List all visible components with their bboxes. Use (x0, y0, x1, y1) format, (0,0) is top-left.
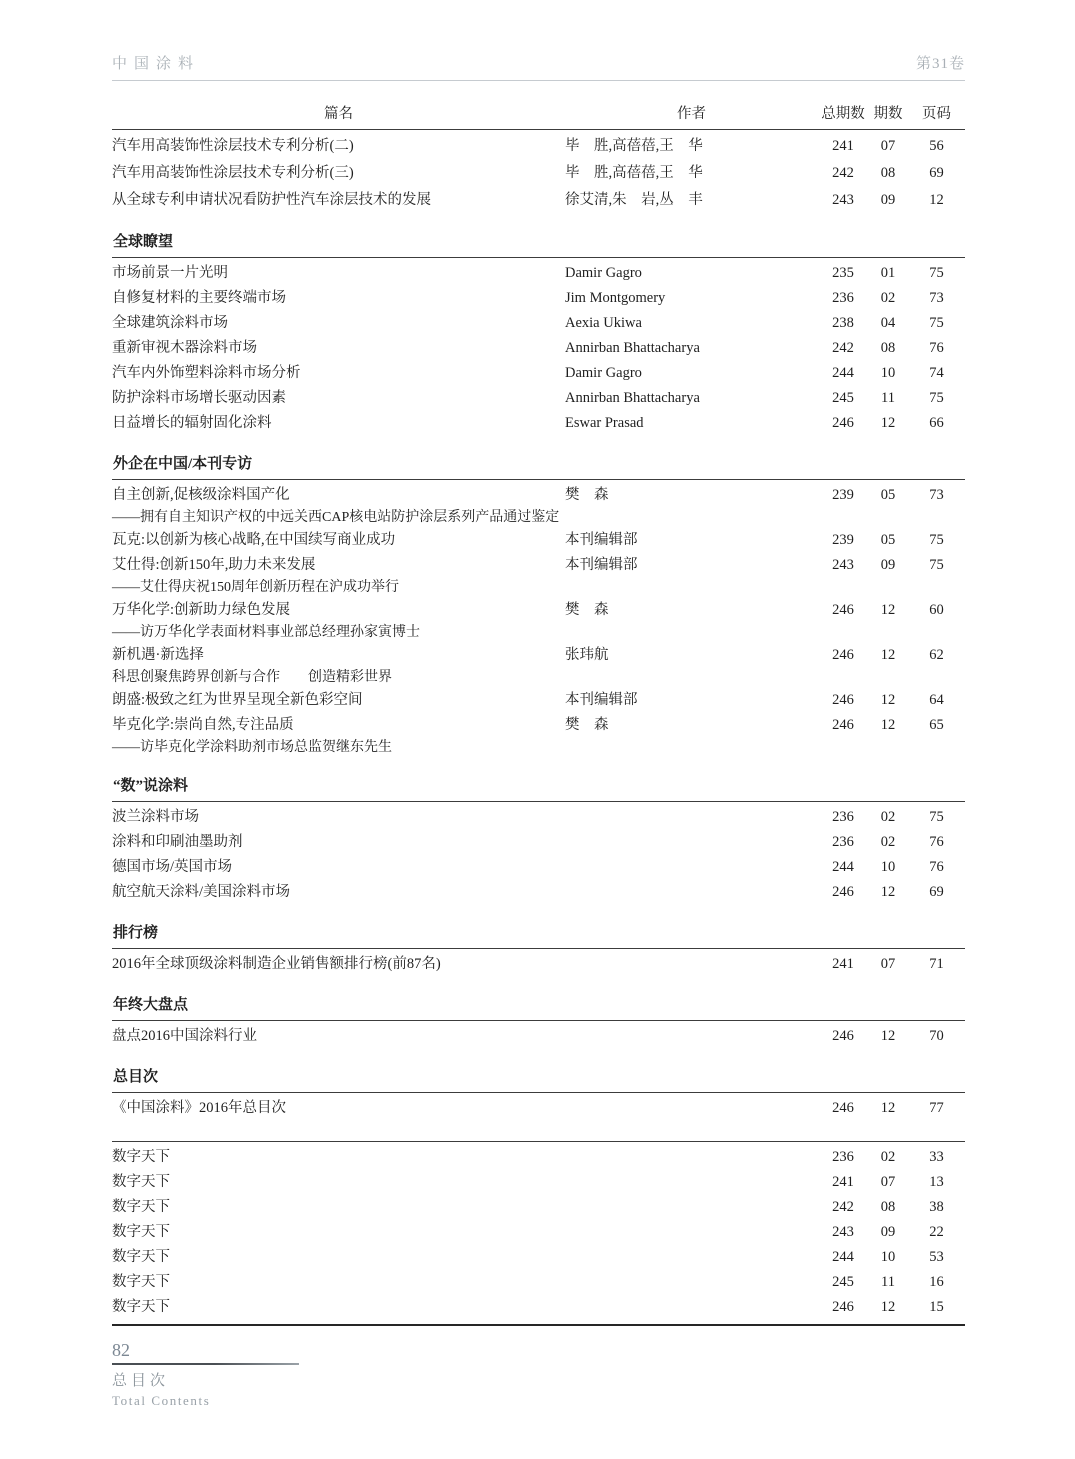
toc-section (112, 925, 965, 977)
toc-row (112, 643, 965, 668)
row-issue: 12 (880, 692, 896, 708)
row-page: 75 (929, 557, 944, 573)
row-issue: 09 (880, 1224, 896, 1240)
row-author: 樊 森 (565, 602, 609, 618)
row-title: 汽车用高装饰性涂层技术专利分析(三) (112, 165, 354, 181)
row-author: 樊 森 (565, 717, 609, 733)
row-author: 毕 胜,高蓓蓓,王 华 (565, 138, 703, 154)
row-issue: 02 (880, 290, 896, 306)
row-author: Jim Montgomery (565, 290, 666, 306)
row-title: 数字天下 (112, 1299, 170, 1315)
toc-row (112, 286, 965, 311)
toc-section (112, 456, 965, 758)
row-page: 33 (929, 1149, 944, 1165)
journal-title: 中国涂料 (112, 56, 201, 72)
toc-section (112, 997, 965, 1049)
row-title: 汽车内外饰塑料涂料市场分析 (112, 365, 301, 381)
toc-section (112, 130, 965, 214)
row-issue: 02 (880, 834, 896, 850)
toc-row (112, 386, 965, 411)
section-heading: 总目次 (112, 1069, 965, 1093)
row-title: 涂料和印刷油墨助剂 (112, 834, 243, 850)
toc-row (112, 598, 965, 623)
row-total-issue: 246 (832, 1299, 854, 1315)
table-column-header (112, 105, 965, 130)
section-heading: 全球瞭望 (112, 234, 965, 258)
row-author: Annirban Bhattacharya (565, 390, 700, 406)
section-heading: “数”说涂料 (112, 778, 965, 802)
row-title: 新机遇·新选择 (112, 647, 204, 663)
section-rows (112, 480, 965, 758)
row-issue: 10 (880, 1249, 896, 1265)
row-title: 日益增长的辐射固化涂料 (112, 415, 272, 431)
row-author: Damir Gagro (565, 265, 642, 281)
toc-row (112, 187, 965, 214)
section-rows (112, 949, 965, 977)
row-page: 15 (929, 1299, 944, 1315)
toc-row (112, 1220, 965, 1245)
toc-section (112, 778, 965, 905)
row-total-issue: 243 (832, 557, 854, 573)
row-total-issue: 244 (832, 1249, 854, 1265)
row-issue: 12 (880, 1028, 896, 1044)
footer-divider (112, 1363, 299, 1365)
row-page: 22 (929, 1224, 944, 1240)
row-page: 62 (929, 647, 944, 663)
row-title: 自修复材料的主要终端市场 (112, 290, 286, 306)
row-issue: 12 (880, 602, 896, 618)
column-header-author: 作者 (677, 106, 706, 122)
row-subtitle: ——访万华化学表面材料事业部总经理孙家寅博士 (112, 625, 420, 640)
row-total-issue: 246 (832, 602, 854, 618)
row-page: 75 (929, 315, 944, 331)
row-total-issue: 245 (832, 1274, 854, 1290)
toc-row (112, 688, 965, 713)
row-issue: 12 (880, 717, 896, 733)
row-total-issue: 241 (832, 138, 854, 154)
toc-row (112, 553, 965, 578)
section-rows (112, 1093, 965, 1121)
row-total-issue: 245 (832, 390, 854, 406)
section-heading: 排行榜 (112, 925, 965, 949)
row-total-issue: 241 (832, 1174, 854, 1190)
row-issue: 12 (880, 884, 896, 900)
toc-row (112, 952, 965, 977)
section-rows (112, 258, 965, 436)
footer-section-cn: 总目次 (112, 1373, 170, 1389)
section-rows (112, 1142, 965, 1324)
row-title: 2016年全球顶级涂料制造企业销售额排行榜(前87名) (112, 956, 441, 972)
toc-section (112, 1141, 965, 1326)
row-issue: 04 (880, 315, 896, 331)
row-total-issue: 246 (832, 717, 854, 733)
row-page: 65 (929, 717, 944, 733)
footer-section-en: Total Contents (112, 1393, 211, 1408)
row-title: 航空航天涂料/美国涂料市场 (112, 884, 291, 900)
row-total-issue: 236 (832, 834, 854, 850)
row-author: 本刊编辑部 (565, 557, 638, 573)
toc-row (112, 1295, 965, 1320)
toc-row (112, 361, 965, 386)
row-page: 70 (929, 1028, 944, 1044)
toc-row (112, 805, 965, 830)
row-issue: 08 (880, 165, 896, 181)
row-title: 数字天下 (112, 1174, 170, 1190)
row-total-issue: 246 (832, 647, 854, 663)
row-page: 53 (929, 1249, 944, 1265)
row-title: 瓦克:以创新为核心战略,在中国续写商业成功 (112, 532, 396, 548)
row-total-issue: 239 (832, 532, 854, 548)
row-title: 波兰涂料市场 (112, 809, 199, 825)
row-issue: 09 (880, 192, 896, 208)
section-rows (112, 130, 965, 214)
toc-row (112, 1170, 965, 1195)
section-heading: 外企在中国/本刊专访 (112, 456, 965, 480)
page-footer (112, 1340, 965, 1409)
row-issue: 12 (880, 1100, 896, 1116)
toc-row (112, 528, 965, 553)
section-rows (112, 802, 965, 905)
row-title: 重新审视木器涂料市场 (112, 340, 257, 356)
row-author: 本刊编辑部 (565, 532, 638, 548)
row-author: 本刊编辑部 (565, 692, 638, 708)
row-total-issue: 242 (832, 165, 854, 181)
row-subtitle: ——拥有自主知识产权的中远关西CAP核电站防护涂层系列产品通过鉴定 (112, 510, 560, 525)
row-issue: 08 (880, 340, 896, 356)
row-issue: 07 (880, 138, 896, 154)
volume-label: 第31卷 (915, 56, 965, 72)
toc-row (112, 133, 965, 160)
row-page: 76 (929, 834, 944, 850)
section-heading: 年终大盘点 (112, 997, 965, 1021)
row-page: 75 (929, 390, 944, 406)
row-page: 76 (929, 859, 944, 875)
row-title: 万华化学:创新助力绿色发展 (112, 602, 291, 618)
row-page: 77 (929, 1100, 944, 1116)
column-header-total-issue: 总期数 (821, 106, 865, 122)
row-issue: 11 (881, 1274, 895, 1290)
row-page: 13 (929, 1174, 944, 1190)
row-page: 66 (929, 415, 944, 431)
row-total-issue: 246 (832, 415, 854, 431)
row-title: 毕克化学:崇尚自然,专注品质 (112, 717, 294, 733)
toc-row (112, 1270, 965, 1295)
row-page: 75 (929, 809, 944, 825)
row-total-issue: 236 (832, 1149, 854, 1165)
row-title: 自主创新,促核级涂料国产化 (112, 487, 290, 503)
toc-row (112, 336, 965, 361)
page-number: 82 (112, 1340, 130, 1360)
row-issue: 12 (880, 647, 896, 663)
row-title: 艾仕得:创新150年,助力未来发展 (112, 557, 316, 573)
row-author: 樊 森 (565, 487, 609, 503)
row-title: 防护涂料市场增长驱动因素 (112, 390, 286, 406)
row-issue: 07 (880, 1174, 896, 1190)
row-issue: 12 (880, 1299, 896, 1315)
row-page: 73 (929, 487, 944, 503)
row-total-issue: 242 (832, 1199, 854, 1215)
row-total-issue: 236 (832, 290, 854, 306)
row-issue: 01 (880, 265, 896, 281)
toc-row (112, 1195, 965, 1220)
row-issue: 05 (880, 532, 896, 548)
row-total-issue: 244 (832, 365, 854, 381)
row-author: Eswar Prasad (565, 415, 644, 431)
row-author: Aexia Ukiwa (565, 315, 642, 331)
toc-row (112, 830, 965, 855)
row-total-issue: 246 (832, 1100, 854, 1116)
row-issue: 07 (880, 956, 896, 972)
row-page: 74 (929, 365, 944, 381)
row-total-issue: 243 (832, 1224, 854, 1240)
toc-row (112, 311, 965, 336)
row-title: 汽车用高装饰性涂层技术专利分析(二) (112, 138, 354, 154)
column-header-issue: 期数 (873, 106, 903, 122)
row-total-issue: 235 (832, 265, 854, 281)
row-page: 56 (929, 138, 944, 154)
row-page: 38 (929, 1199, 944, 1215)
row-author: 张玮航 (565, 647, 609, 663)
toc-row (112, 411, 965, 436)
toc-body (112, 130, 965, 1326)
toc-row (112, 1024, 965, 1049)
row-title: 全球建筑涂料市场 (112, 315, 228, 331)
row-title: 盘点2016中国涂料行业 (112, 1028, 257, 1044)
row-total-issue: 238 (832, 315, 854, 331)
row-page: 69 (929, 884, 944, 900)
column-header-title: 篇名 (324, 106, 353, 122)
row-total-issue: 246 (832, 884, 854, 900)
row-title: 从全球专利申请状况看防护性汽车涂层技术的发展 (112, 192, 431, 208)
row-issue: 10 (880, 859, 896, 875)
row-title: 《中国涂料》2016年总目次 (112, 1100, 286, 1116)
row-title: 数字天下 (112, 1224, 170, 1240)
row-total-issue: 244 (832, 859, 854, 875)
row-title: 市场前景一片光明 (112, 265, 228, 281)
row-total-issue: 242 (832, 340, 854, 356)
toc-row (112, 261, 965, 286)
toc-row (112, 855, 965, 880)
row-title: 朗盛:极致之红为世界呈现全新色彩空间 (112, 692, 363, 708)
row-author: 徐艾清,朱 岩,丛 丰 (565, 192, 703, 208)
row-issue: 12 (880, 415, 896, 431)
row-page: 75 (929, 265, 944, 281)
row-total-issue: 246 (832, 1028, 854, 1044)
toc-row (112, 160, 965, 187)
row-title: 数字天下 (112, 1249, 170, 1265)
row-total-issue: 243 (832, 192, 854, 208)
row-issue: 02 (880, 809, 896, 825)
row-total-issue: 246 (832, 692, 854, 708)
toc-row (112, 1145, 965, 1170)
row-subtitle: ——访毕克化学涂料助剂市场总监贺继东先生 (112, 740, 392, 755)
journal-header (112, 54, 965, 81)
row-page: 16 (929, 1274, 944, 1290)
section-rows (112, 1021, 965, 1049)
row-page: 71 (929, 956, 944, 972)
row-author: Damir Gagro (565, 365, 642, 381)
toc-row (112, 1245, 965, 1270)
row-issue: 05 (880, 487, 896, 503)
row-author: Annirban Bhattacharya (565, 340, 700, 356)
row-subtitle: ——艾仕得庆祝150周年创新历程在沪成功举行 (112, 580, 399, 595)
row-total-issue: 236 (832, 809, 854, 825)
row-issue: 10 (880, 365, 896, 381)
row-issue: 02 (880, 1149, 896, 1165)
row-issue: 09 (880, 557, 896, 573)
toc-section (112, 1069, 965, 1121)
row-page: 76 (929, 340, 944, 356)
row-page: 75 (929, 532, 944, 548)
toc-row (112, 713, 965, 738)
row-issue: 08 (880, 1199, 896, 1215)
toc-row (112, 880, 965, 905)
row-title: 数字天下 (112, 1149, 170, 1165)
row-title: 德国市场/英国市场 (112, 859, 233, 875)
row-title: 数字天下 (112, 1199, 170, 1215)
toc-section (112, 234, 965, 436)
toc-row (112, 483, 965, 508)
row-page: 69 (929, 165, 944, 181)
row-page: 12 (929, 192, 944, 208)
toc-row (112, 1096, 965, 1121)
column-header-page: 页码 (922, 106, 951, 122)
row-subtitle: 科思创聚焦跨界创新与合作 创造精彩世界 (112, 670, 392, 685)
row-title: 数字天下 (112, 1274, 170, 1290)
row-author: 毕 胜,高蓓蓓,王 华 (565, 165, 703, 181)
row-total-issue: 241 (832, 956, 854, 972)
row-page: 73 (929, 290, 944, 306)
row-issue: 11 (881, 390, 895, 406)
row-page: 64 (929, 692, 944, 708)
row-page: 60 (929, 602, 944, 618)
row-total-issue: 239 (832, 487, 854, 503)
